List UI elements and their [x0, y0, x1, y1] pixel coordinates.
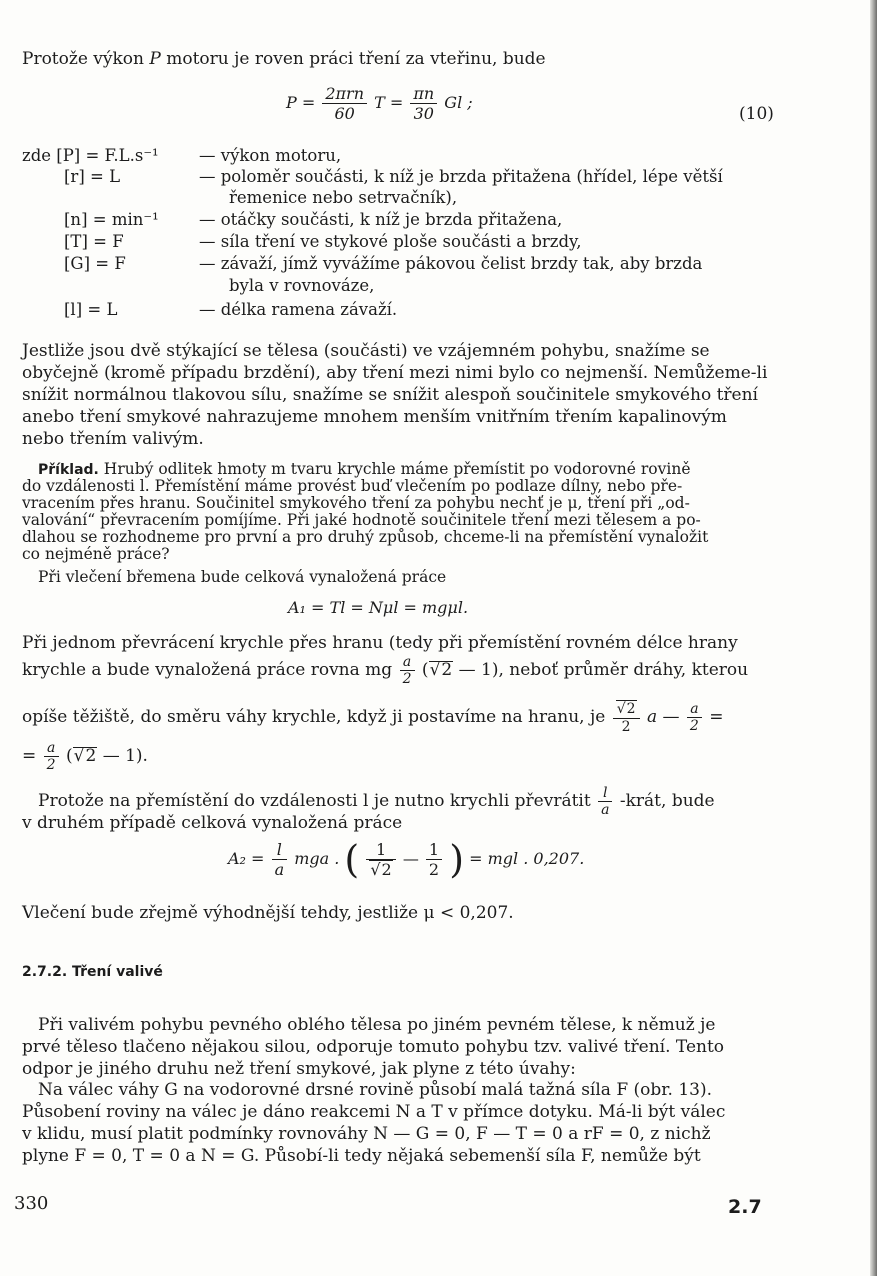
paragraph-line: odpor je jiného druhu než tření smykové, jak plyne z této úvahy:	[22, 1059, 576, 1079]
equation-a1: A₁ = Tl = Nμl = mgμl.	[288, 598, 469, 617]
unit-lhs: [G] = F	[64, 254, 126, 273]
section-marker: 2.7	[728, 1196, 762, 1218]
paragraph-line: Při valivém pohybu pevného oblého tělesa po jiném pevném tělese, k němuž je	[38, 1015, 716, 1035]
example-line: do vzdálenosti l. Přemístění máme provést buď vlečením po podlaze dílny, nebo pře-	[22, 477, 683, 495]
conclusion: Vlečení bude zřejmě výhodnější tehdy, jestliže μ < 0,207.	[22, 903, 514, 923]
example-line: Při vlečení břemena bude celková vynaložená práce	[38, 568, 447, 586]
unit-rhs: — délka ramena závaží.	[199, 300, 398, 319]
paragraph-line: Jestliže jsou dvě stýkající se tělesa (součásti) ve vzájemném pohybu, snažíme se	[22, 341, 710, 361]
example-line: valování“ převracením pomíjíme. Při jaké hodnotě součinitele tření mezi tělesem a po-	[22, 511, 701, 529]
unit-rhs: — výkon motoru,	[199, 146, 342, 165]
paragraph-line: nebo třením valivým.	[22, 429, 204, 449]
paragraph-line-with-formula: opíše těžiště, do směru váhy krychle, když ji postavíme na hranu, je √ $\frac{2}{2}$ a — $\frac{a}{2}$ =	[22, 700, 723, 735]
unit-rhs-cont: byla v rovnováze,	[229, 276, 375, 295]
paragraph-line-with-formula: = $\frac{a}{2}$ (√ 2 — 1).	[22, 740, 148, 773]
paragraph-line-with-formula: Protože na přemístění do vzdálenosti l je nutno krychli převrátit $\frac{l}{a}$ -krát, bude	[38, 785, 715, 818]
unit-lhs: zde [P] = F.L.s⁻¹	[22, 146, 159, 165]
paragraph-line: plyne F = 0, T = 0 a N = G. Působí-li tedy nějaká sebemenší síla F, nemůže být	[22, 1146, 701, 1166]
paragraph-line: Na válec váhy G na vodorovné drsné rovině působí malá tažná síla F (obr. 13).	[38, 1080, 713, 1100]
unit-rhs: — síla tření ve stykové ploše součásti a brzdy,	[199, 232, 582, 251]
paragraph-line: v klidu, musí platit podmínky rovnováhy N — G = 0, F — T = 0 a rF = 0, z nichž	[22, 1124, 711, 1144]
unit-rhs: — závaží, jímž vyvážíme pákovou čelist brzdy tak, aby brzda	[199, 254, 703, 273]
equation-10: P = $\frac{\text{2πrn}}{60}$ T = $\frac{\pi n}{30}$ Gl ;	[286, 84, 473, 123]
paragraph-line: prvé těleso tlačeno nějakou silou, odporuje tomuto pohybu tzv. valivé tření. Tento	[22, 1037, 725, 1057]
page-number: 330	[14, 1193, 49, 1214]
intro-line: Protože výkon P motoru je roven práci tření za vteřinu, bude	[22, 49, 546, 69]
unit-lhs: [n] = min⁻¹	[64, 210, 159, 229]
paragraph-line: anebo tření smykové nahrazujeme mnohem menším vnitřním třením kapalinovým	[22, 407, 727, 427]
unit-lhs: [T] = F	[64, 232, 124, 251]
example-line: vracením přes hranu. Součinitel smykového tření za pohybu nechť je μ, tření při „od-	[22, 494, 690, 512]
paragraph-line: obyčejně (kromě případu brzdění), aby tření mezi nimi bylo co nejmenší. Nemůžeme-li	[22, 363, 768, 383]
unit-rhs-cont: řemenice nebo setrvačník),	[229, 188, 458, 207]
page-edge	[870, 0, 877, 1276]
unit-rhs: — otáčky součásti, k níž je brzda přitažena,	[199, 210, 563, 229]
unit-rhs: — poloměr součásti, k níž je brzda přitažena (hřídel, lépe větší	[199, 167, 723, 186]
section-heading: 2.7.2. Tření valivé	[22, 964, 163, 980]
paragraph-line: v druhém případě celková vynaložená práce	[22, 813, 403, 833]
paragraph-line-with-formula: krychle a bude vynaložená práce rovna mg $\frac{a}{2}$ (√ 2 — 1), neboť průměr dráhy, kterou	[22, 654, 748, 687]
unit-lhs: [l] = L	[64, 300, 118, 319]
paragraph-line: snížit normálnou tlakovou sílu, snažíme se snížit alespoň součinitele smykového tření	[22, 385, 758, 405]
equation-number: (10)	[739, 104, 774, 124]
example-line: dlahou se rozhodneme pro první a pro druhý způsob, chceme-li na přemístění vynaložit	[22, 528, 709, 546]
unit-lhs: [r] = L	[64, 167, 121, 186]
example-label: Příklad.	[38, 462, 99, 478]
example-line: co nejméně práce?	[22, 545, 170, 563]
paragraph-line: Při jednom převrácení krychle přes hranu (tedy při přemístění rovném délce hrany	[22, 633, 738, 653]
example-first-line: Příklad. Hrubý odlitek hmoty m tvaru krychle máme přemístit po vodorovné rovině	[38, 460, 691, 478]
paragraph-line: Působení roviny na válec je dáno reakcemi N a T v přímce dotyku. Má-li být válec	[22, 1102, 726, 1122]
equation-a2: A₂ = $\frac{l}{a}$ mga . ( 1 √ 2 — $\frac{1}{2}$ ) = mgl . 0,207.	[228, 840, 584, 879]
